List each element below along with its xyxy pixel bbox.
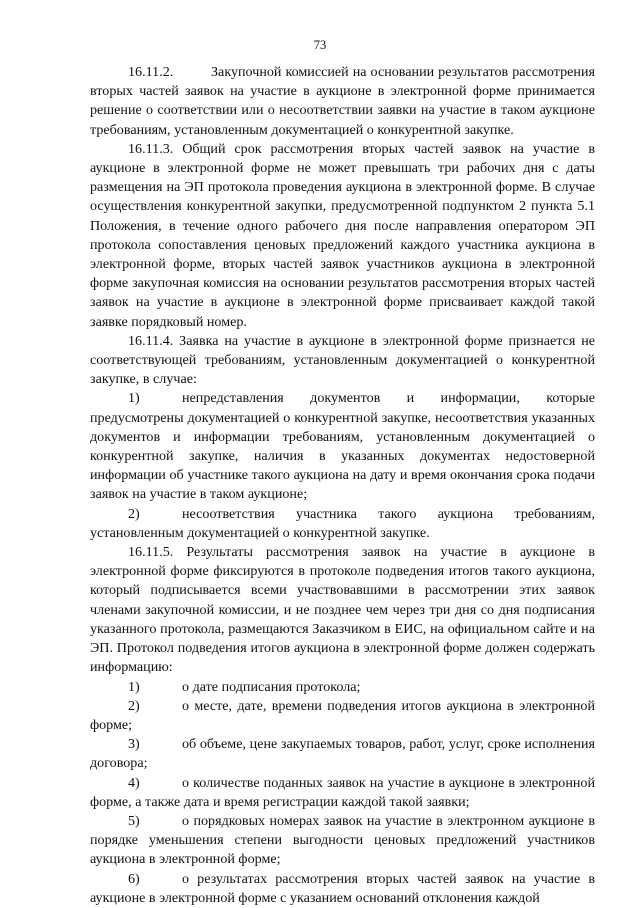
list-item-number: 1) — [128, 678, 140, 695]
list-item-text: об объеме, цене закупаемых товаров, работ, услуг, сроке исполнения договора; — [90, 736, 595, 772]
list-item-number: 3) — [128, 736, 140, 753]
paragraph-text: Результаты рассмотрения заявок на участие в аукционе в электронной форме фиксируются в протоколе подведения итогов такого аукциона, который подписывается всеми участвовавшими в рассмотрении этих заявок членами закупочной комиссии, и не позднее чем через три дня со дня подписания указанного протокола, размещаются Заказчиком в ЕИС, на официальном сайте и на ЭП. Протокол подведения итогов аукциона в электронной форме должен содержать информацию: — [90, 544, 596, 676]
list-item-text: непредставления документов и информации, которые предусмотрены документацией о конкурентной закупке, несоответствия указанных документов и информации требованиям, установленным документацией о конкурентной закупке, наличия в указанных документах недостоверной информации об участнике такого аукциона на дату и время окончания срока подачи заявок на участие в таком аукционе; — [90, 390, 595, 503]
list-item-number: 2) — [128, 505, 140, 522]
list-item — [90, 505, 595, 543]
paragraph-text: Общий срок рассмотрения вторых частей заявок на участие в аукционе в электронной форме не может превышать три рабочих дня с даты размещения на ЭП протокола проведения аукциона в электронной форме. В случае осуществления конкурентной закупки, предусмотренной подпунктом 2 пункта 5.1 Положения, в течение одного рабочего дня после направления оператором ЭП протокола сопоставления ценовых предложений каждого участника аукциона в электронной форме, вторых частей заявок участников аукциона в электронной форме закупочная комиссия на основании результатов рассмотрения вторых частей заявок на участие в аукционе в электронной форме присваивает каждой такой заявке порядковый номер. — [90, 140, 595, 330]
paragraph-text: Закупочной комиссией на основании результатов рассмотрения вторых частей заявок на участие в аукционе в электронной форме принимается решение о соответствии или о несоответствии заявки на участие в таком аукционе требованиям, установленным документацией о конкурентной закупке. — [90, 64, 595, 138]
list-item — [90, 389, 595, 504]
paragraph-number: 16.11.3. — [128, 140, 174, 157]
list-item — [90, 774, 595, 812]
paragraph-number: 16.11.5. — [128, 544, 174, 561]
list-item — [90, 678, 595, 697]
list-item-text: о порядковых номерах заявок на участие в электронном аукционе в порядке уменьшения степени выгодности ценовых предложений участников аукциона в электронной форме; — [90, 812, 595, 868]
paragraph-16-11-4 — [90, 332, 595, 390]
list-item — [90, 697, 595, 735]
list-item-text: о месте, дате, времени подведения итогов аукциона в электронной форме; — [90, 697, 595, 733]
list-item-text: о количестве поданных заявок на участие в аукционе в электронной форме, а также дата и время регистрации каждой такой заявки; — [90, 774, 595, 810]
paragraph-number: 16.11.4. — [128, 332, 174, 349]
list-item-text: о результатах рассмотрения вторых частей заявок на участие в аукционе в электронной форме с указанием оснований отклонения каждой — [90, 870, 595, 906]
list-item — [90, 870, 595, 908]
list-item — [90, 812, 595, 870]
list-item-text: о дате подписания протокола; — [182, 678, 361, 695]
list-item-number: 6) — [128, 870, 140, 887]
paragraph-text: Заявка на участие в аукционе в электронной форме признается не соответствующей требованиям, установленным документацией о конкурентной закупке, в случае: — [90, 332, 595, 388]
list-item-number: 1) — [128, 390, 140, 407]
paragraph-16-11-3 — [90, 140, 595, 332]
paragraph-16-11-2 — [90, 63, 595, 140]
list-item — [90, 735, 595, 773]
list-item-number: 2) — [128, 697, 140, 714]
document-body — [90, 63, 595, 908]
list-item-number: 4) — [128, 774, 140, 791]
page-number: 73 — [313, 38, 327, 52]
list-item-text: несоответствия участника такого аукциона требованиям, установленным документацией о конкурентной закупке. — [90, 505, 595, 541]
list-item-number: 5) — [128, 812, 140, 829]
paragraph-16-11-5 — [90, 543, 595, 677]
paragraph-number: 16.11.2. — [128, 64, 174, 80]
